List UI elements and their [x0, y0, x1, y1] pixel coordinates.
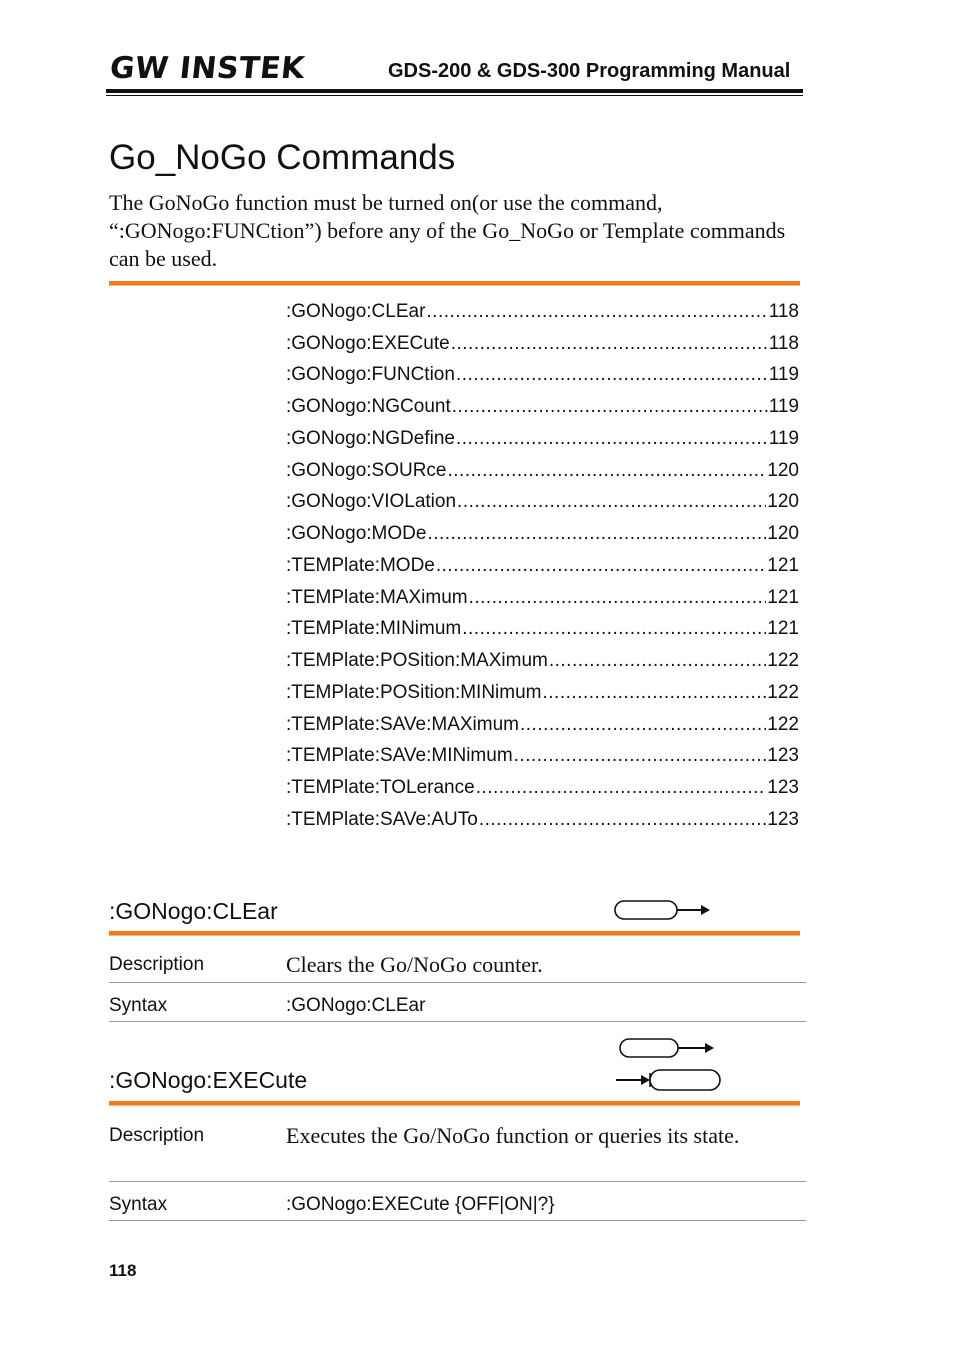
toc-page-number: 118 [768, 300, 799, 322]
toc-page-number: 121 [767, 618, 799, 640]
toc-entry[interactable] [286, 709, 799, 741]
toc-entry[interactable] [286, 296, 799, 328]
set-command-icon [612, 898, 712, 922]
toc-command: :GONogo:SOURce [286, 459, 447, 481]
toc-entry[interactable] [286, 328, 799, 360]
section-rule-clear [109, 931, 800, 936]
gw-instek-logo: GW INSTEK [108, 51, 307, 86]
toc-entry[interactable] [286, 391, 799, 423]
toc-entry[interactable] [286, 360, 799, 392]
toc-command: :TEMPlate:TOLerance [286, 777, 475, 799]
description-label: Description [109, 954, 205, 975]
toc-page-number: 119 [768, 427, 799, 449]
toc-entry[interactable] [286, 582, 799, 614]
toc-entry[interactable] [286, 550, 799, 582]
set-command-icon [617, 1036, 717, 1060]
toc-command: :TEMPlate:POSition:MAXimum [286, 650, 548, 672]
toc-leader-dots [457, 490, 766, 514]
syntax-text-clear: :GONogo:CLEar [286, 995, 426, 1016]
toc-leader-dots [426, 300, 767, 324]
toc-command: :GONogo:VIOLation [286, 491, 457, 513]
toc-entry[interactable] [286, 772, 799, 804]
toc-leader-dots [456, 363, 768, 387]
toc-page-number: 120 [767, 491, 799, 513]
toc-page-number: 119 [768, 396, 799, 418]
toc-page-number: 122 [767, 650, 799, 672]
toc-page-number: 121 [767, 554, 799, 576]
toc-leader-dots [520, 713, 766, 737]
toc-command: :TEMPlate:MINimum [286, 618, 462, 640]
toc-command: :TEMPlate:SAVe:MAXimum [286, 713, 519, 735]
toc-page-number: 123 [767, 745, 799, 767]
toc-page-number: 122 [767, 713, 799, 735]
page-title: Go_NoGo Commands [109, 138, 456, 177]
toc-leader-dots [549, 649, 766, 673]
syntax-text-execute: :GONogo:EXECute {OFF|ON|?} [286, 1194, 555, 1215]
toc-command: :GONogo:NGCount [286, 396, 451, 418]
toc-leader-dots [462, 617, 766, 641]
toc-entry[interactable] [286, 645, 799, 677]
toc-leader-dots [448, 459, 767, 483]
toc-entry[interactable] [286, 741, 799, 773]
toc-command: :TEMPlate:SAVe:AUTo [286, 808, 478, 830]
toc-command: :TEMPlate:SAVe:MINimum [286, 745, 513, 767]
toc-entry[interactable] [286, 804, 799, 836]
toc-leader-dots [427, 522, 766, 546]
description-label: Description [109, 1125, 205, 1146]
toc-leader-dots [436, 554, 766, 578]
toc-command: :TEMPlate:MODe [286, 554, 435, 576]
toc-command: :GONogo:MODe [286, 523, 427, 545]
toc-page-number: 122 [767, 681, 799, 703]
toc-page-number: 119 [768, 364, 799, 386]
row-divider [109, 1181, 806, 1182]
toc-page-number: 123 [767, 808, 799, 830]
toc-leader-dots [456, 427, 768, 451]
toc-command: :TEMPlate:MAXimum [286, 586, 468, 608]
toc-leader-dots [469, 586, 767, 610]
toc-command: :GONogo:FUNCtion [286, 364, 455, 386]
toc-command: :GONogo:NGDefine [286, 427, 455, 449]
description-text-clear: Clears the Go/NoGo counter. [286, 952, 543, 977]
syntax-label: Syntax [109, 1194, 168, 1215]
section-rule-execute [109, 1101, 800, 1106]
description-text-execute: Executes the Go/NoGo function or queries its state. [286, 1123, 740, 1148]
section-title-execute: :GONogo:EXECute [109, 1067, 308, 1093]
section-title-clear: :GONogo:CLEar [109, 898, 278, 924]
toc-command: :TEMPlate:POSition:MINimum [286, 681, 542, 703]
toc-entry[interactable] [286, 423, 799, 455]
toc-page-number: 120 [767, 459, 799, 481]
manual-title: GDS-200 & GDS-300 Programming Manual [388, 60, 791, 82]
row-divider [109, 1021, 806, 1022]
toc-page-number: 121 [767, 586, 799, 608]
row-divider [109, 1220, 806, 1221]
toc-entry[interactable] [286, 487, 799, 519]
toc-page-number: 120 [767, 523, 799, 545]
toc-entry[interactable] [286, 614, 799, 646]
query-command-icon [614, 1067, 724, 1093]
syntax-label: Syntax [109, 995, 168, 1016]
command-toc [286, 296, 799, 836]
toc-leader-dots [514, 744, 767, 768]
toc-leader-dots [479, 808, 766, 832]
toc-leader-dots [451, 332, 768, 356]
toc-page-number: 118 [768, 332, 799, 354]
toc-entry[interactable] [286, 677, 799, 709]
header-rule-thin [106, 95, 803, 96]
toc-leader-dots [452, 395, 768, 419]
toc-leader-dots [543, 681, 767, 705]
toc-command: :GONogo:CLEar [286, 300, 426, 322]
toc-command: :GONogo:EXECute [286, 332, 450, 354]
intro-paragraph: The GoNoGo function must be turned on(or use the command, “:GONogo:FUNCtion”) before any of the Go_NoGo or Template commands can be used. [109, 190, 786, 271]
toc-entry[interactable] [286, 455, 799, 487]
page-number: 118 [109, 1261, 137, 1280]
toc-top-rule [109, 281, 800, 286]
toc-entry[interactable] [286, 518, 799, 550]
toc-page-number: 123 [767, 777, 799, 799]
row-divider [109, 982, 806, 983]
toc-leader-dots [476, 776, 767, 800]
header-rule [106, 89, 803, 93]
